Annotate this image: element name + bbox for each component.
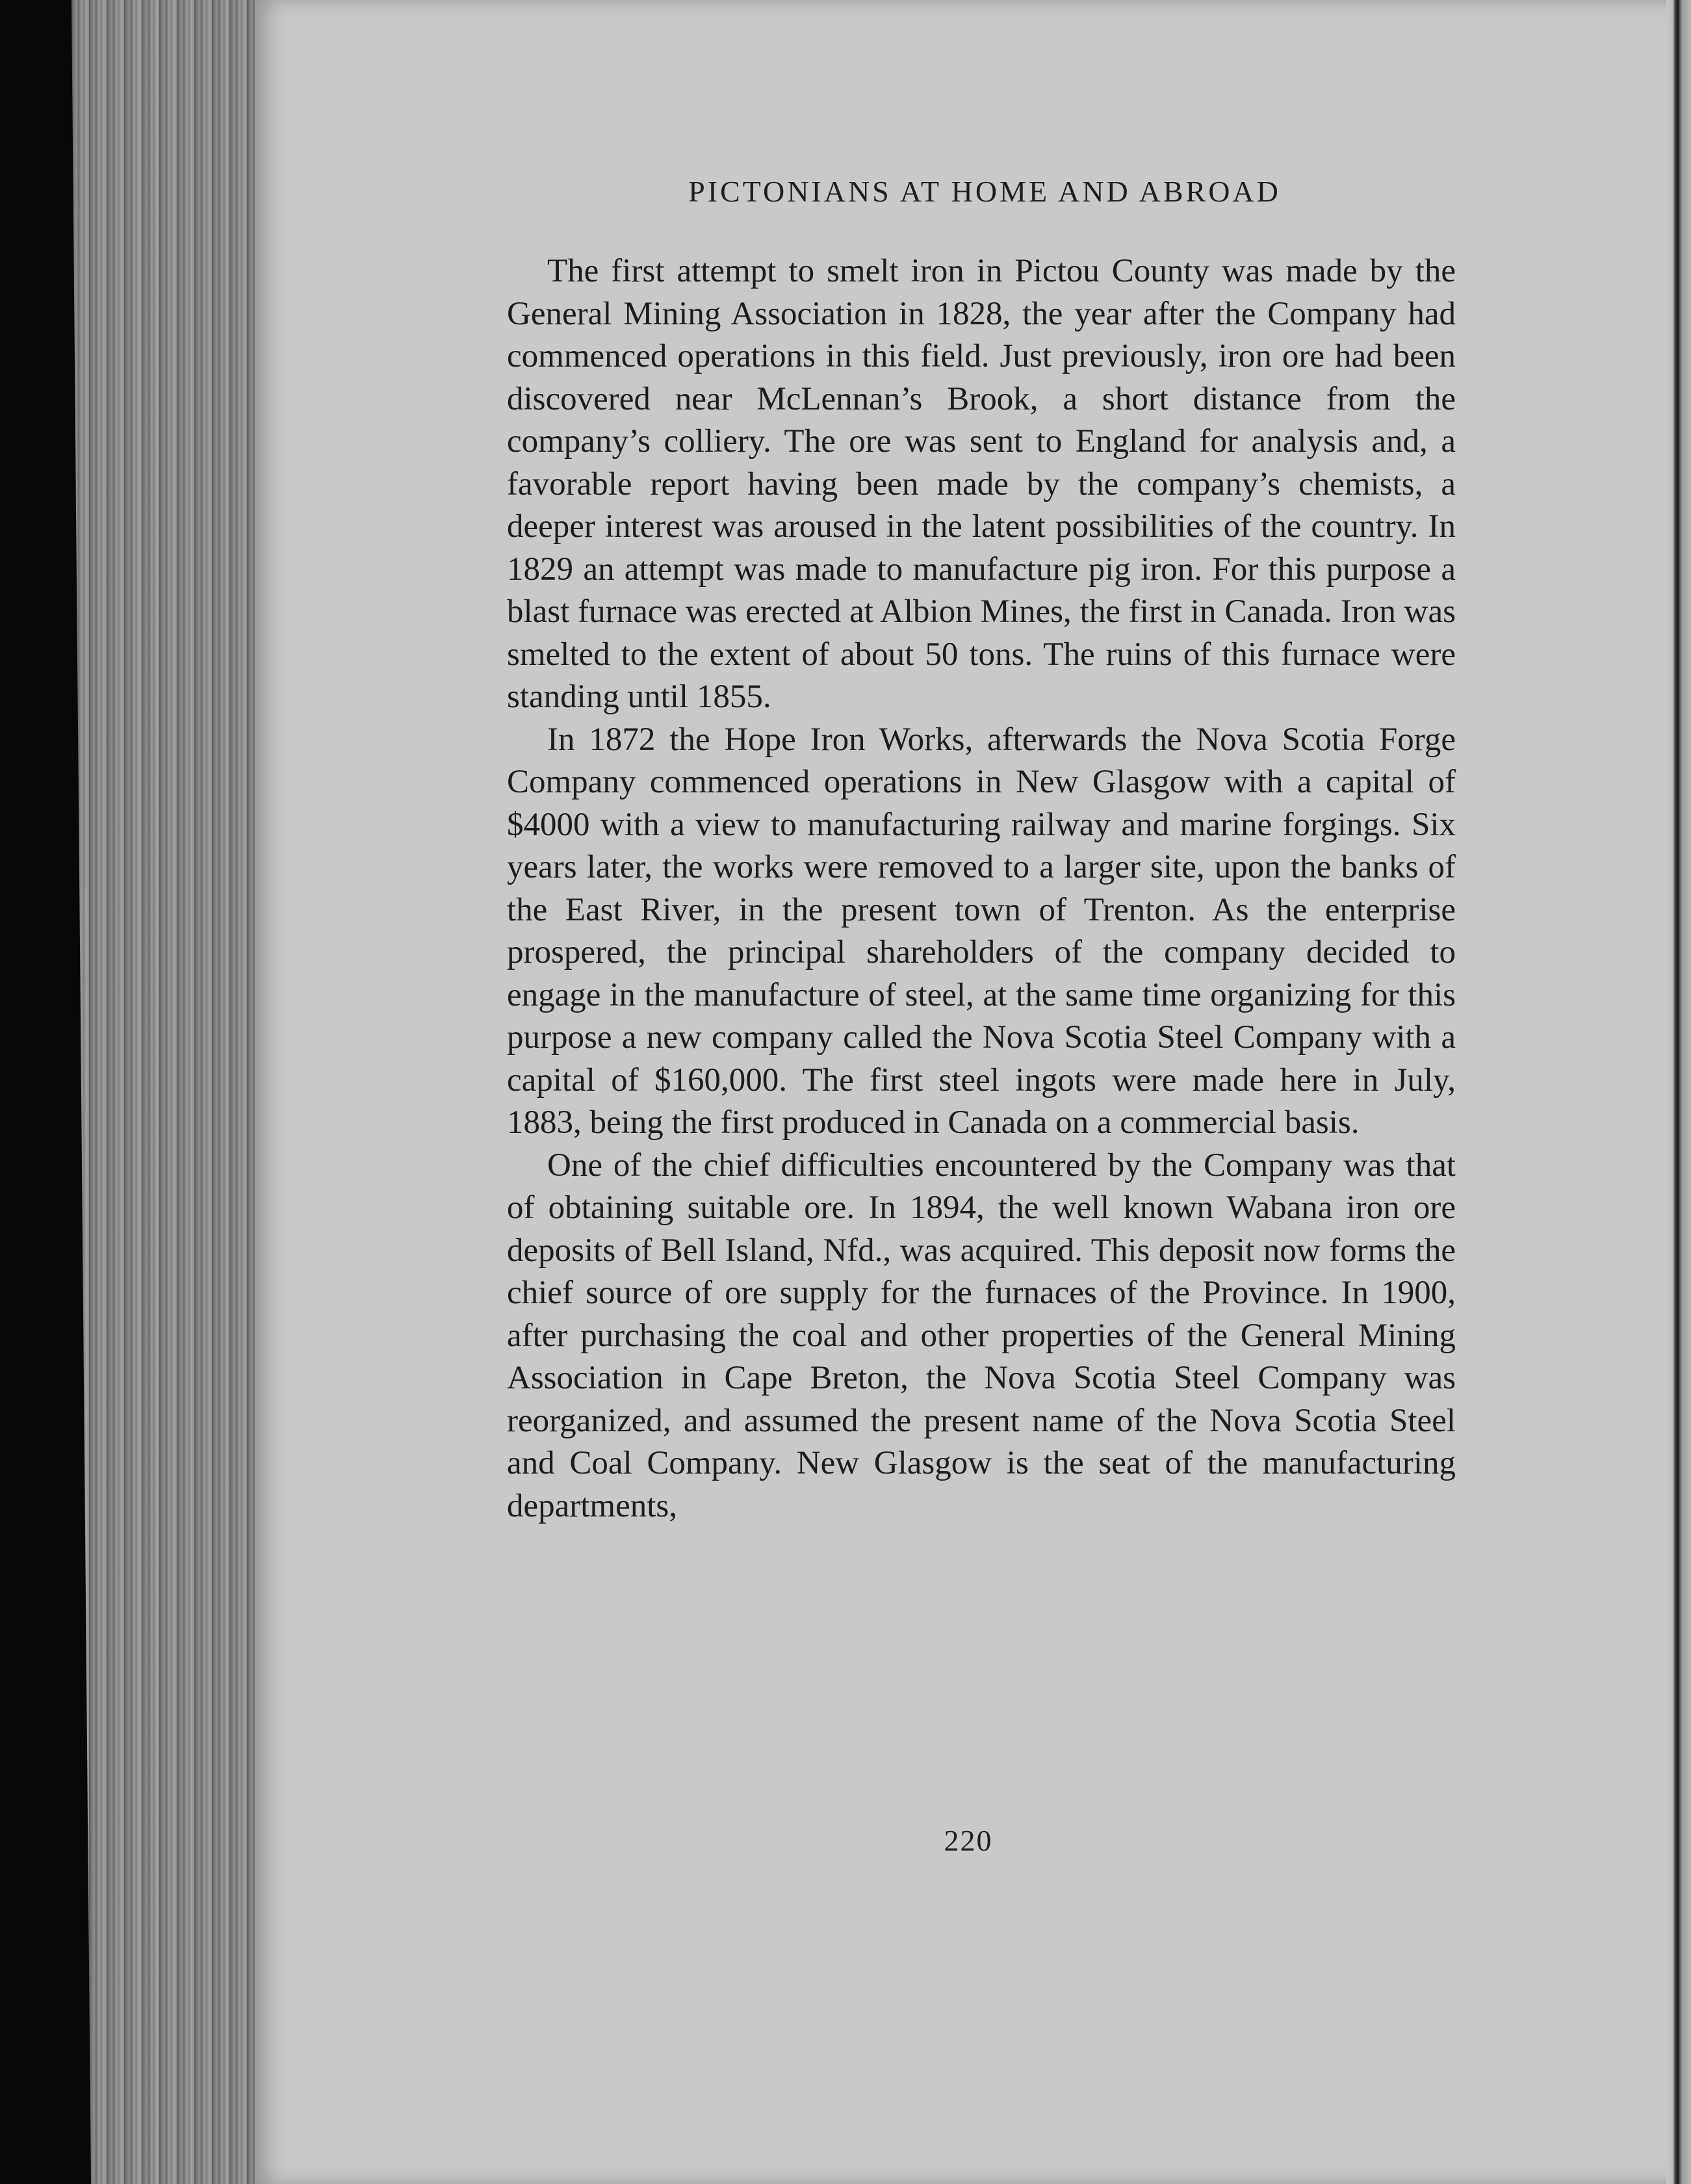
page-number: 220: [944, 1824, 993, 1857]
page-right-edge: [1666, 0, 1691, 2184]
running-header: PICTONIANS AT HOME AND ABROAD: [688, 175, 1281, 208]
body-text: [507, 250, 1456, 1528]
paragraph: In 1872 the Hope Iron Works, afterwards the Nova Scotia Forge Company commenced operations in New Glasgow with a capital of $4000 with a view to manufacturing railway and marine forgings. Six years later, the works were removed to a larger site, upon the banks of the East River, in the present town of Trenton. As the enterprise prospered, the principal shareholders of the company decided to engage in the manufacture of steel, at the same time organizing for this purpose a new company called the Nova Scotia Steel Company with a capital of $160,000. The first steel ingots were made here in July, 1883, being the first produced in Canada on a commercial basis.: [507, 721, 1456, 1141]
book-page-edges: [71, 0, 266, 2184]
paragraph: One of the chief difficulties encountered by the Company was that of obtaining suitable ore. In 1894, the well known Wabana iron ore deposits of Bell Island, Nfd., was acquired. This deposit now forms the chief source of ore supply for the furnaces of the Province. In 1900, after purchasing the coal and other properties of the General Mining Association in Cape Breton, the Nova Scotia Steel Company was reorganized, and assumed the present name of the Nova Scotia Steel and Coal Company. New Glasgow is the seat of the manufacturing departments,: [507, 1147, 1456, 1524]
paragraph: The first attempt to smelt iron in Pictou County was made by the General Mining Association in 1828, the year after the Company had commenced operations in this field. Just previously, iron ore had been discovered near McLennan’s Brook, a short distance from the company’s colliery. The ore was sent to England for analysis and, a favorable report having been made by the company’s chemists, a deeper interest was aroused in the latent possibilities of the country. In 1829 an attempt was made to manufacture pig iron. For this purpose a blast furnace was erected at Albion Mines, the first in Canada. Iron was smelted to the extent of about 50 tons. The ruins of this furnace were standing until 1855.: [507, 253, 1456, 715]
